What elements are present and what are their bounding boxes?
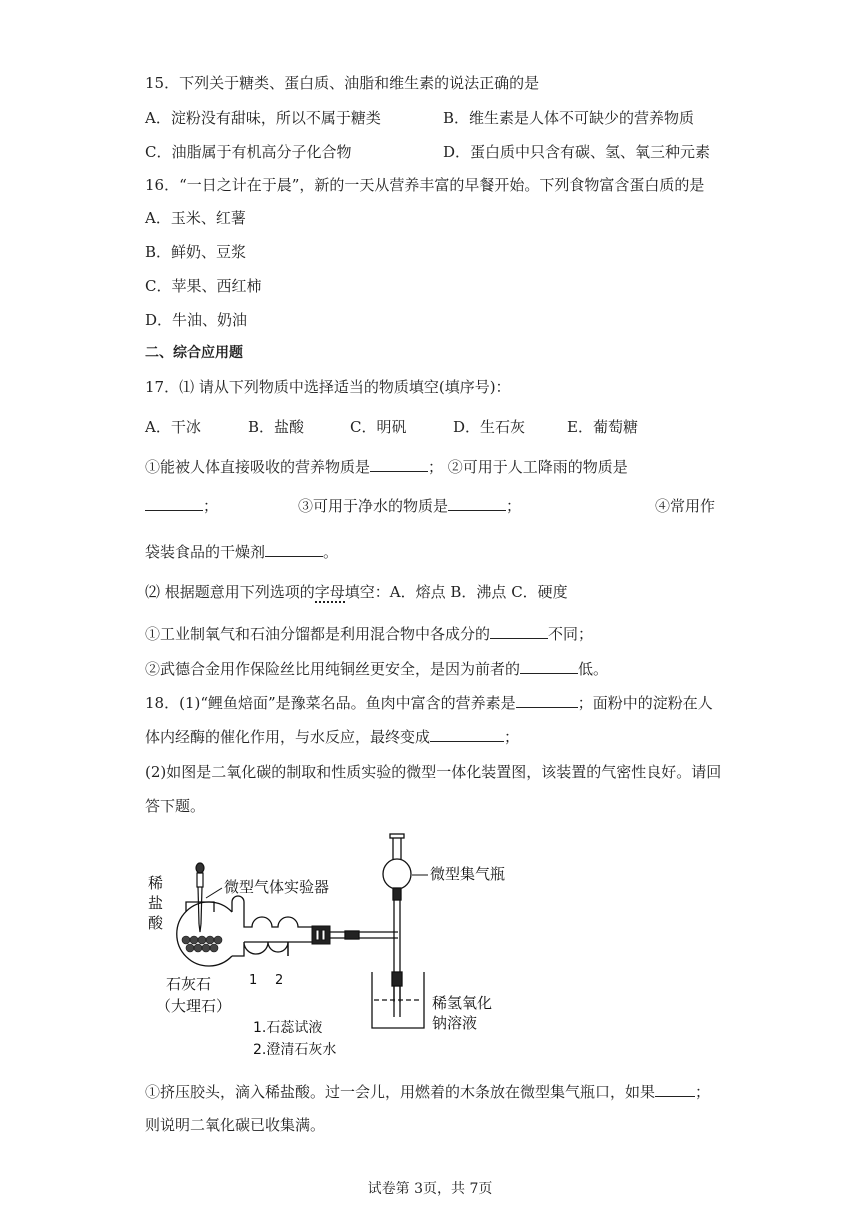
device-pointer — [206, 888, 222, 898]
answer-blank[interactable] — [490, 624, 548, 639]
q15-stem: 15．下列关于糖类、蛋白质、油脂和维生素的说法正确的是 — [145, 74, 540, 92]
q16-stem: 16．“一日之计在于晨”，新的一天从营养丰富的早餐开始。下列食物富含蛋白质的是 — [145, 176, 705, 194]
q16-option-c: C．苹果、西红柿 — [145, 277, 262, 295]
q17-text: ②武德合金用作保险丝比用纯铜丝更安全，是因为前者的 — [145, 660, 521, 678]
q17-opt-d: D．生石灰 — [453, 418, 526, 436]
q17-part2-line2 — [145, 659, 608, 679]
q18-line1 — [145, 693, 713, 713]
acid-label: 稀 — [148, 874, 164, 892]
q15-option-c: C．油脂属于有机高分子化合物 — [145, 143, 352, 161]
q18-line3: (2)如图是二氧化碳的制取和性质实验的微型一体化装置图，该装置的气密性良好。请回 — [145, 763, 722, 781]
q16-option-d: D．牛油、奶油 — [145, 311, 248, 329]
limestone-pebbles — [182, 936, 222, 952]
q17-text: ； — [203, 497, 219, 515]
bottle-label: 微型集气瓶 — [430, 865, 506, 883]
q18-line5 — [145, 1082, 710, 1102]
q17-text: ⑵ 根据题意用下列选项的 — [145, 583, 315, 601]
answer-blank[interactable] — [520, 659, 578, 674]
q18-line6: 则说明二氧化碳已收集满。 — [145, 1116, 326, 1134]
q18-text: 18．(1)“鲤鱼焙面”是豫菜名品。鱼肉中富含的营养素是 — [145, 694, 516, 712]
q17-part1-stem: 17．⑴ 请从下列物质中选择适当的物质填空(填序号)： — [145, 378, 511, 396]
q17-line2-start — [145, 496, 218, 516]
device-label: 微型气体实验器 — [224, 878, 330, 896]
q17-text: ④常用作 — [655, 497, 716, 515]
micro-gas-apparatus — [177, 896, 312, 966]
bulb-number-2: 2 — [275, 973, 284, 988]
q15-option-b: B．维生素是人体不可缺少的营养物质 — [443, 109, 695, 127]
q18-text: ；面粉中的淀粉在人 — [577, 694, 713, 712]
naoh-label: 钠溶液 — [432, 1014, 478, 1032]
page-footer: 试卷第 3页，共 7页 — [367, 1181, 493, 1197]
q18-text: ； — [504, 728, 520, 746]
q17-text: ； ②可用于人工降雨的物质是 — [428, 458, 628, 476]
q17-opt-c: C．明矾 — [350, 418, 407, 436]
answer-blank[interactable] — [265, 542, 323, 557]
acid-label: 酸 — [148, 914, 164, 932]
tubing — [330, 892, 400, 1002]
marble-label: （大理石） — [156, 997, 232, 1015]
q17-text: 填空：A．熔点 B．沸点 C．硬度 — [344, 583, 568, 601]
q18-text: ； — [695, 1083, 711, 1101]
q17-part2-line1 — [145, 624, 593, 644]
q18-line4: 答下题。 — [145, 797, 206, 815]
stopper — [312, 926, 330, 944]
legend-limewater: 2.澄清石灰水 — [253, 1042, 337, 1058]
answer-blank[interactable] — [145, 496, 203, 511]
q18-line2 — [145, 727, 519, 747]
q17-text: 。 — [323, 543, 339, 561]
q17-text: ①能被人体直接吸收的营养物质是 — [145, 458, 371, 476]
q17-text: ③可用于净水的物质是 — [298, 497, 449, 515]
answer-blank[interactable] — [448, 496, 506, 511]
q17-opt-a: A．干冰 — [145, 418, 201, 436]
q15-option-d: D．蛋白质中只含有碳、氢、氧三种元素 — [443, 143, 711, 161]
q17-text: 低。 — [578, 660, 609, 678]
q17-line1 — [145, 457, 628, 477]
q17-line2-mid — [298, 496, 521, 516]
q16-option-a: A．玉米、红薯 — [145, 209, 246, 227]
q17-text: 不同； — [548, 625, 594, 643]
answer-blank[interactable] — [655, 1082, 695, 1097]
section-heading: 二、综合应用题 — [145, 345, 243, 361]
micro-gas-bottle — [383, 834, 411, 900]
legend-litmus: 1.石蕊试液 — [253, 1020, 323, 1036]
acid-label: 盐 — [148, 894, 164, 912]
q17-text: 字母 — [314, 583, 345, 601]
q17-opt-b: B．盐酸 — [248, 418, 305, 436]
limestone-label: 石灰石 — [166, 975, 212, 993]
answer-blank[interactable] — [430, 727, 504, 742]
apparatus-diagram — [140, 832, 580, 1064]
q17-opt-e: E．葡萄糖 — [567, 418, 638, 436]
q18-text: ①挤压胶头，滴入稀盐酸。过一会儿，用燃着的木条放在微型集气瓶口，如果 — [145, 1083, 656, 1101]
q17-part2-stem — [145, 582, 568, 602]
bulb-number-1: 1 — [249, 973, 258, 988]
q17-text: ①工业制氧气和石油分馏都是利用混合物中各成分的 — [145, 625, 491, 643]
answer-blank[interactable] — [516, 693, 578, 708]
q18-text: 体内经酶的催化作用，与水反应，最终变成 — [145, 728, 431, 746]
q17-line3 — [145, 542, 338, 562]
dropper — [196, 863, 204, 932]
answer-blank[interactable] — [370, 457, 428, 472]
beaker — [372, 972, 424, 1028]
naoh-label: 稀氢氧化 — [432, 994, 493, 1012]
q16-option-b: B．鲜奶、豆浆 — [145, 243, 247, 261]
q17-text: ； — [506, 497, 522, 515]
q17-text: 袋装食品的干燥剂 — [145, 543, 266, 561]
q15-option-a: A．淀粉没有甜味，所以不属于糖类 — [145, 109, 381, 127]
